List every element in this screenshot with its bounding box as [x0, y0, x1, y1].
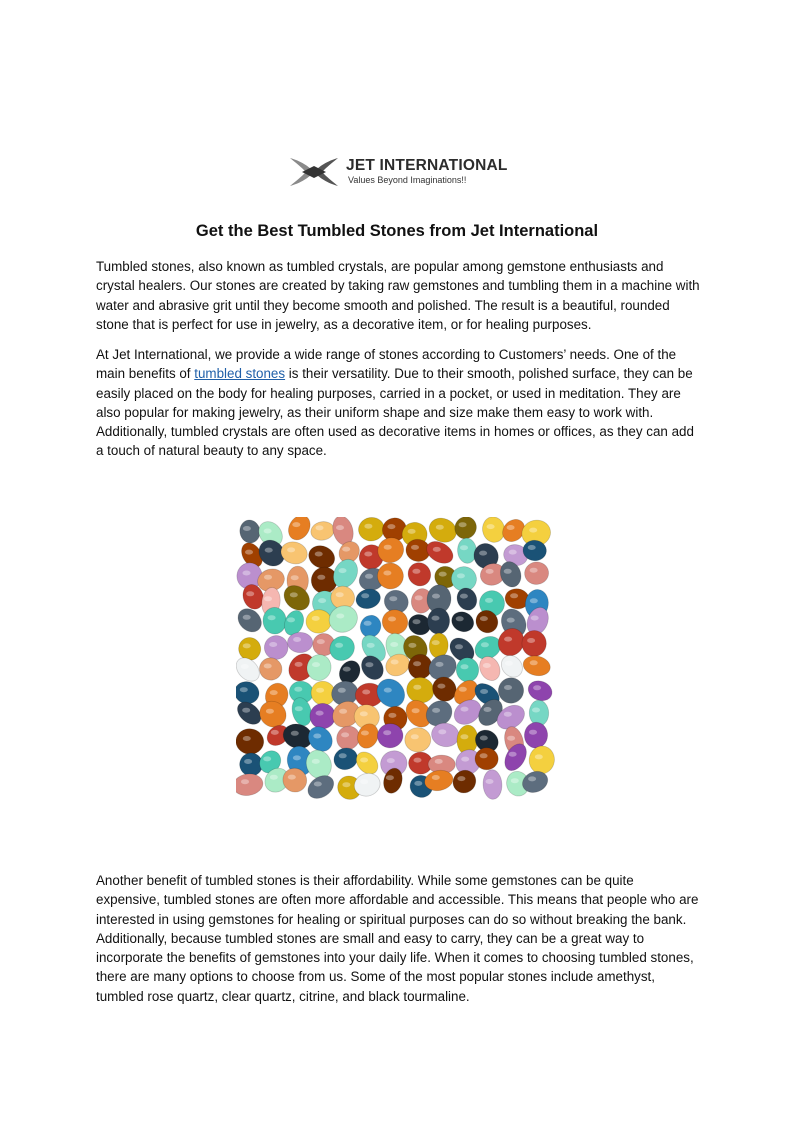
stone-highlight — [457, 573, 465, 578]
stone-highlight — [436, 662, 444, 667]
stone — [457, 537, 478, 563]
stone-highlight — [507, 618, 515, 623]
stone-highlight — [342, 547, 350, 552]
stone-highlight — [412, 569, 420, 574]
page-title: Get the Best Tumbled Stones from Jet International — [195, 222, 599, 240]
stone — [521, 630, 547, 657]
stone — [236, 679, 261, 706]
stone-highlight — [487, 524, 495, 529]
stone — [309, 520, 335, 543]
stone-highlight — [243, 526, 251, 531]
stone-highlight — [335, 643, 343, 648]
stone-highlight — [242, 708, 250, 713]
stone-highlight — [293, 755, 301, 760]
stone-highlight — [461, 707, 469, 712]
stone-highlight — [336, 614, 344, 619]
stone-highlight — [361, 593, 369, 598]
stone-highlight — [457, 776, 465, 781]
stone-highlight — [530, 568, 538, 573]
stone — [236, 604, 266, 637]
stone-highlight — [460, 545, 468, 550]
stone — [238, 518, 262, 544]
stone-highlight — [316, 525, 324, 530]
stone-highlight — [293, 637, 301, 642]
stone-highlight — [415, 595, 423, 600]
paragraph-benefits-before: At Jet International, we provide a wide range of stones according to Customers’ needs. One of the main benefits of — [96, 347, 677, 382]
stone-highlight — [339, 709, 347, 714]
stone-highlight — [414, 781, 422, 786]
stone-highlight — [383, 730, 391, 735]
stone — [528, 745, 556, 776]
stone-highlight — [390, 642, 398, 647]
stone — [448, 608, 477, 635]
stone-highlight — [294, 687, 302, 692]
stone-highlight — [316, 688, 324, 693]
stone-highlight — [438, 729, 446, 734]
stone — [288, 632, 313, 652]
stone-highlight — [439, 572, 447, 577]
stone — [521, 653, 552, 678]
stone-highlight — [364, 621, 372, 626]
stone — [236, 727, 265, 755]
stone-highlight — [264, 575, 272, 580]
stone-highlight — [243, 571, 251, 576]
stone-highlight — [316, 711, 324, 716]
stone-highlight — [411, 545, 419, 550]
stone-highlight — [480, 736, 488, 741]
stone-highlight — [530, 660, 538, 665]
stone-highlight — [292, 522, 300, 527]
stone-highlight — [291, 731, 299, 736]
stone-highlight — [456, 616, 464, 621]
stone-highlight — [360, 758, 368, 763]
stone — [496, 676, 525, 705]
stone — [261, 632, 291, 662]
stone-highlight — [411, 734, 419, 739]
stone-highlight — [389, 596, 397, 601]
stone-highlight — [387, 524, 395, 529]
stone-highlight — [312, 662, 320, 667]
stone — [482, 769, 502, 800]
stone-highlight — [243, 643, 251, 648]
tumbled-stones-link[interactable]: tumbled stones — [194, 366, 286, 382]
stone-highlight — [412, 708, 420, 713]
stone-highlight — [364, 552, 372, 557]
stone-highlight — [507, 736, 515, 741]
stone-highlight — [245, 550, 253, 555]
stone-highlight — [264, 529, 272, 534]
stone-highlight — [528, 545, 536, 550]
stone-highlight — [338, 688, 346, 693]
stone-highlight — [388, 617, 396, 622]
stone-highlight — [461, 757, 469, 762]
stone-highlight — [486, 569, 494, 574]
stone — [284, 517, 314, 544]
stone-highlight — [414, 758, 422, 763]
logo-name: JET INTERNATIONAL — [346, 157, 508, 174]
stone-highlight — [361, 731, 369, 736]
stone-highlight — [384, 688, 392, 693]
stone-highlight — [291, 575, 299, 580]
stone-highlight — [269, 642, 277, 647]
stone-highlight — [459, 687, 467, 692]
stone-highlight — [264, 664, 272, 669]
stone-highlight — [408, 529, 416, 534]
stone-highlight — [268, 615, 276, 620]
stone-highlight — [529, 730, 537, 735]
stone-highlight — [318, 598, 326, 603]
stone-highlight — [436, 525, 444, 530]
stone-highlight — [364, 524, 372, 529]
stone — [404, 558, 435, 590]
stone-highlight — [504, 685, 512, 690]
stone-highlight — [504, 637, 512, 642]
stone-highlight — [432, 708, 440, 713]
stone-highlight — [383, 571, 391, 576]
stone-highlight — [509, 550, 517, 555]
stone-highlight — [509, 752, 517, 757]
jet-logo-icon — [286, 154, 342, 190]
stone-highlight — [342, 782, 350, 787]
stone-highlight — [433, 547, 441, 552]
stone-highlight — [360, 779, 368, 784]
stone-highlight — [432, 775, 440, 780]
stone — [304, 771, 338, 803]
stone-highlight — [460, 594, 468, 599]
stone-highlight — [479, 551, 487, 556]
stone — [404, 727, 432, 753]
stone-highlight — [367, 643, 375, 648]
stone-highlight — [387, 758, 395, 763]
stone-highlight — [240, 687, 248, 692]
stone-highlight — [481, 642, 489, 647]
stone-highlight — [432, 616, 440, 621]
stone-highlight — [287, 547, 295, 552]
stone-highlight — [510, 593, 518, 598]
stone-highlight — [341, 732, 349, 737]
stone-highlight — [529, 528, 537, 533]
stone-highlight — [336, 592, 344, 597]
stone-highlight — [388, 713, 396, 718]
stone-highlight — [527, 638, 535, 643]
stone-highlight — [413, 685, 421, 690]
stone-highlight — [246, 591, 254, 596]
stone-highlight — [408, 643, 416, 648]
paragraph-benefits-after: is their versatility. Due to their smooth, polished surface, they can be easily placed on the body for healing purposes, carried in a pocket, or used in meditation. They are also popular for making jewelry, as their uniform shape and size make them easy to work with. Additionally, tumbled crystals are often used as decorative items in homes or offices, as they can add a touch of natural beauty to any space. — [96, 366, 694, 459]
stone-highlight — [266, 709, 274, 714]
stone-highlight — [413, 661, 421, 666]
stone-highlight — [317, 575, 325, 580]
stone-highlight — [480, 689, 488, 694]
stone — [500, 740, 530, 774]
stone-highlight — [241, 779, 249, 784]
stone-highlight — [480, 753, 488, 758]
stone-highlight — [295, 662, 303, 667]
stone-highlight — [384, 545, 392, 550]
stone-highlight — [432, 594, 440, 599]
stone-highlight — [365, 574, 373, 579]
stone-highlight — [533, 685, 541, 690]
stone-highlight — [535, 754, 543, 759]
logo-tagline: Values Beyond Imaginations!! — [348, 175, 467, 185]
stone-highlight — [312, 616, 320, 621]
paragraph-intro: Tumbled stones, also known as tumbled crystals, are popular among gemstone enthusiasts and crystal healers. Our stones are created by taking raw gemstones and tumbling them in a machine with water and abrasive grit until they become smooth and polished. The result is a beautiful, rounded stone that is perfect for use in jewelry, as a decorative item, or for healing purposes. — [96, 259, 700, 332]
stone — [236, 772, 264, 798]
stone-highlight — [315, 552, 323, 557]
stone-highlight — [244, 759, 252, 764]
paragraph-benefits — [96, 345, 700, 461]
stone-highlight — [362, 690, 370, 695]
stone — [524, 722, 549, 749]
stone-highlight — [264, 596, 272, 601]
paragraph-affordability: Another benefit of tumbled stones is their affordability. While some gemstones can be quite expensive, tumbled stones are often more affordable and accessible. This means that people who are interested in using gemstones for healing or spiritual purposes can do so without breaking the bank. Additionally, because tumbled stones are small and easy to carry, they can be a great way to incorporate the benefits of gemstones into your daily life. When it comes to choosing tumbled stones, there are many options to choose from us. Some of the most popular stones include amethyst, tumbled rose quartz, clear quartz, citrine, and black tourmaline. — [96, 873, 699, 1004]
stone-highlight — [287, 617, 295, 622]
stone — [529, 700, 549, 726]
stone-highlight — [485, 598, 493, 603]
stone-highlight — [504, 712, 512, 717]
stone-highlight — [504, 569, 512, 574]
stone-highlight — [531, 616, 539, 621]
stone-highlight — [243, 736, 251, 741]
stone — [278, 539, 310, 567]
stone-highlight — [483, 663, 491, 668]
company-logo — [286, 154, 508, 190]
stone-highlight — [386, 775, 394, 780]
stone-highlight — [243, 615, 251, 620]
stone-highlight — [480, 616, 488, 621]
tumbled-stones-image — [236, 517, 560, 807]
stone-highlight — [391, 660, 399, 665]
stone-highlight — [459, 522, 467, 527]
stone — [357, 517, 386, 543]
stone-highlight — [532, 708, 540, 713]
stone-highlight — [313, 734, 321, 739]
stone — [523, 560, 550, 586]
stone-highlight — [270, 775, 278, 780]
stone-highlight — [460, 734, 468, 739]
stone-highlight — [505, 661, 513, 666]
stone — [263, 607, 287, 634]
stone — [456, 657, 479, 682]
stone-highlight — [437, 684, 445, 689]
stone-highlight — [507, 525, 515, 530]
stone-highlight — [461, 664, 469, 669]
stone-highlight — [432, 640, 440, 645]
stone-highlight — [314, 782, 322, 787]
stone-highlight — [343, 667, 351, 672]
stone-highlight — [336, 525, 344, 530]
stone-highlight — [265, 548, 273, 553]
stone-highlight — [339, 753, 347, 758]
stone-highlight — [530, 598, 538, 603]
stone — [497, 651, 527, 681]
stone-highlight — [435, 759, 443, 764]
stone — [379, 607, 411, 638]
stone-highlight — [288, 775, 296, 780]
stone-highlight — [486, 779, 494, 784]
stone-highlight — [271, 730, 279, 735]
stone-highlight — [413, 619, 421, 624]
stone-highlight — [317, 639, 325, 644]
stone-highlight — [511, 778, 519, 783]
stone — [354, 587, 383, 612]
stone-highlight — [312, 759, 320, 764]
stone — [426, 607, 450, 635]
stone-highlight — [528, 776, 536, 781]
stone-highlight — [339, 568, 347, 573]
stone-highlight — [241, 664, 249, 669]
stone — [475, 747, 499, 770]
stone-highlight — [365, 662, 373, 667]
stone-highlight — [360, 711, 368, 716]
stone-highlight — [455, 644, 463, 649]
stone-highlight — [295, 706, 303, 711]
stone-highlight — [290, 592, 298, 597]
stone — [279, 580, 314, 615]
stone-highlight — [484, 707, 492, 712]
stone-highlight — [270, 690, 278, 695]
stone-highlight — [263, 756, 271, 761]
